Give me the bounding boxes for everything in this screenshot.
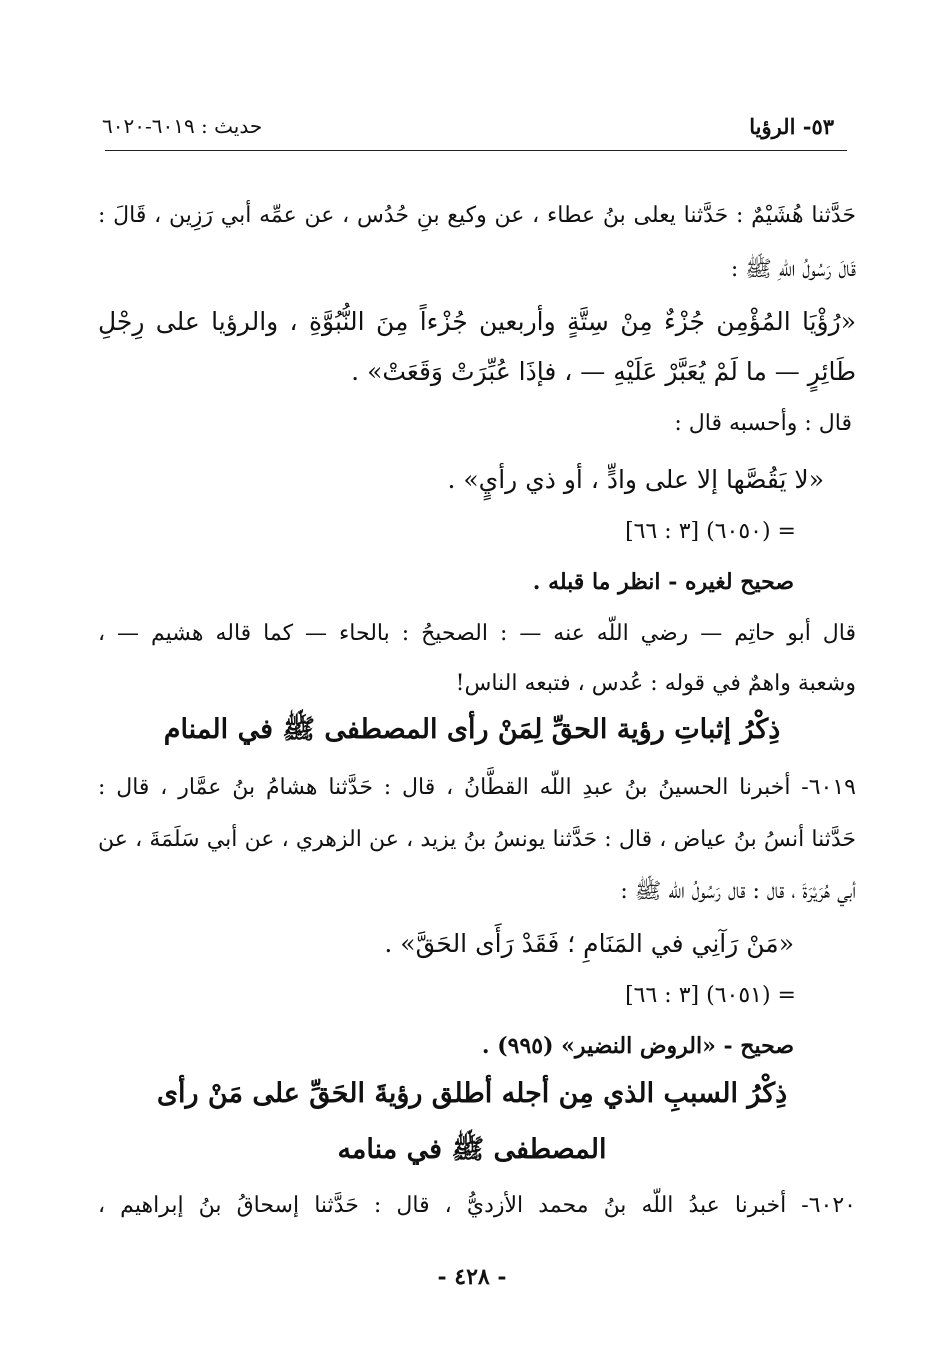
text-line: وشعبة واهمٌ في قوله : عُدس ، فتبعه الناس! [455, 671, 856, 696]
running-header-chapter: ٥٣- الرؤيا [749, 114, 834, 139]
cross-reference: = (٦٠٥١) [٣ : ٦٦] [625, 983, 796, 1008]
section-heading-continued: المصطفى ﷺ في منامه [337, 1134, 607, 1165]
hadith-text-line: طَائِرٍ — ما لَمْ يُعَبَّرْ عَلَيْهِ — ، فإذَا عُبِّرَتْ وَقَعَتْ» . [351, 357, 856, 386]
cross-reference: = (٦٠٥٠) [٣ : ٦٦] [625, 519, 796, 544]
text-line: حَدَّثنا أنسُ بنُ عياض ، قال : حَدَّثنا يونسُ بنُ يزيد ، عن الزهري ، عن أبي سَلَمَةَ ، عن [98, 827, 856, 852]
text-line: قال : وأحسبه قال : [674, 411, 852, 436]
section-heading: ذِكْرُ السببِ الذي مِن أجله أطلق رؤيةَ الحَقِّ على مَنْ رأى [156, 1078, 788, 1109]
text-line: قَالَ رَسُولُ اللّهِ ﷺ : [730, 257, 856, 282]
hadith-text-line: «رُؤْيَا المُؤْمِن جُزْءٌ مِنْ سِتَّةٍ وأربعين جُزْءاً مِنَ النُّبُوَّةِ ، والرؤيا على رِجْلِ [98, 307, 856, 336]
grading-note: صحيح لغيره - انظر ما قبله . [532, 569, 794, 595]
section-heading: ذِكْرُ إثباتِ رؤية الحقِّ لِمَنْ رأى المصطفى ﷺ في المنام [163, 714, 781, 745]
running-header-hadith-range: حديث : ٦٠١٩-٦٠٢٠ [102, 114, 263, 138]
page-number: - ٤٢٨ - [437, 1264, 507, 1290]
header-rule [105, 150, 847, 151]
text-line: أبي هُرَيْرَةَ ، قال : قال رَسُولُ اللّه ﷺ : [620, 879, 856, 904]
hadith-text-line: «لا يَقُصَّها إلا على وادٍّ ، أو ذي رأيٍ» . [447, 465, 824, 494]
text-line: ٦٠١٩- أخبرنا الحسينُ بنُ عبدِ اللّه القطَّانُ ، قال : حَدَّثنا هشامُ بنُ عمَّار ، قال : [98, 775, 856, 800]
grading-note: صحيح - «الروض النضير» (٩٩٥) . [481, 1033, 794, 1059]
text-line: ٦٠٢٠- أخبرنا عبدُ اللّه بنُ محمد الأزديُّ ، قال : حَدَّثنا إسحاقُ بنُ إبراهيم ، [98, 1193, 856, 1218]
hadith-text-line: «مَنْ رَآنِي في المَنَامِ ؛ فَقَدْ رَأَى الحَقَّ» . [384, 929, 794, 958]
text-line: قال أبو حاتِم — رضي اللّه عنه — : الصحيحُ : بالحاء — كما قاله هشيم — ، [98, 621, 856, 646]
text-line: حَدَّثنا هُشَيْمٌ : حَدَّثنا يعلى بنُ عطاء ، عن وكيع بنِ حُدُس ، عن عمِّه أبي رَزِين ، قَالَ : [98, 203, 856, 228]
